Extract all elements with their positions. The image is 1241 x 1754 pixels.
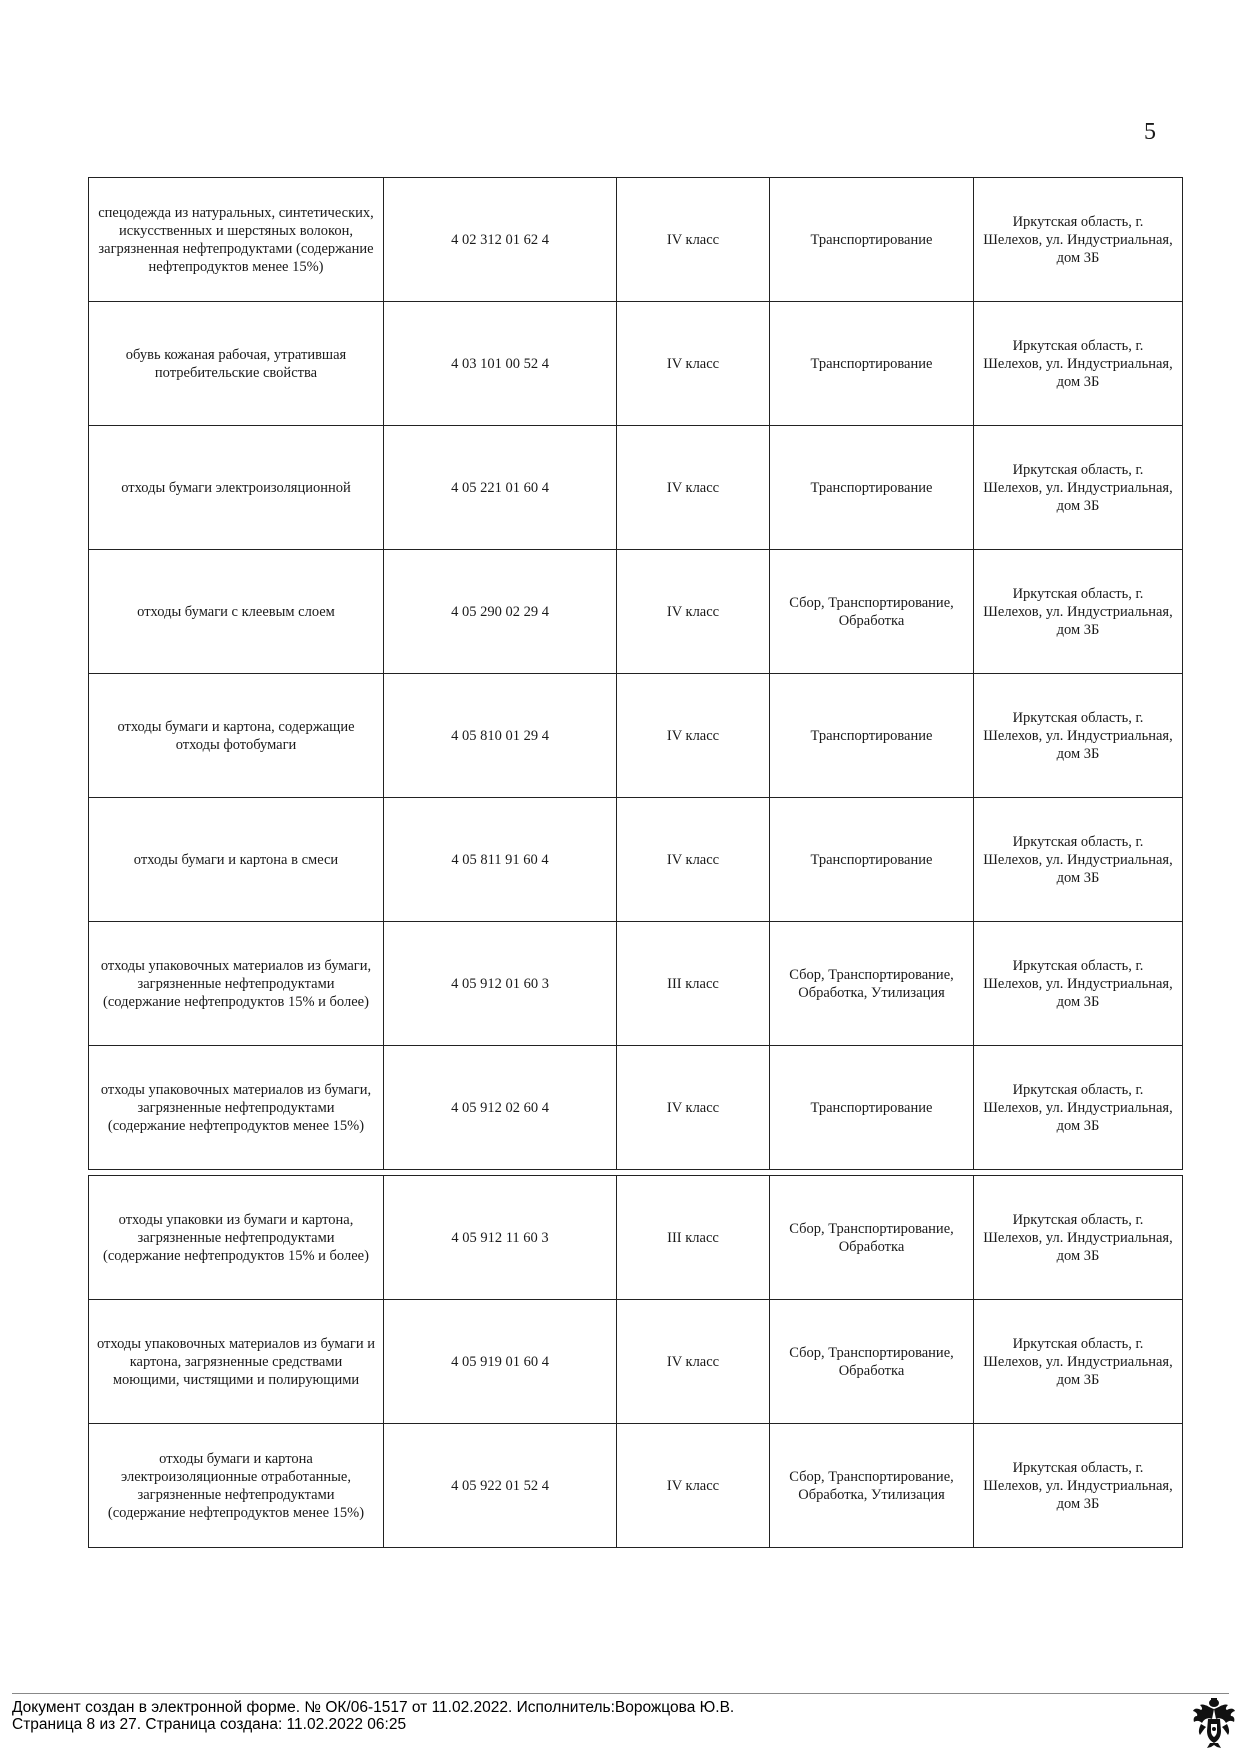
hazard-class-cell: III класс: [617, 1176, 770, 1300]
waste-name-cell: обувь кожаная рабочая, утратившая потребительские свойства: [89, 302, 384, 426]
table-row: [89, 922, 1183, 1046]
activity-type-cell: Сбор, Транспортирование, Обработка, Утилизация: [770, 1424, 974, 1548]
activity-type-cell: Сбор, Транспортирование, Обработка: [770, 550, 974, 674]
fkko-code-cell: 4 05 290 02 29 4: [384, 550, 617, 674]
fkko-code-cell: 4 05 221 01 60 4: [384, 426, 617, 550]
footer-page-info: Страница 8 из 27. Страница создана: 11.02.2022 06:25: [12, 1716, 407, 1733]
waste-name-cell: отходы упаковки из бумаги и картона, загрязненные нефтепродуктами (содержание нефтепродуктов 15% и более): [89, 1176, 384, 1300]
table-row: [89, 1424, 1183, 1548]
activity-type-cell: Сбор, Транспортирование, Обработка: [770, 1300, 974, 1424]
double-headed-eagle-emblem-icon: [1192, 1697, 1236, 1749]
fkko-code-cell: 4 05 912 01 60 3: [384, 922, 617, 1046]
waste-name-cell: спецодежда из натуральных, синтетических, искусственных и шерстяных волокон, загрязненная нефтепродуктами (содержание нефтепродуктов менее 15%): [89, 178, 384, 302]
address-cell: Иркутская область, г. Шелехов, ул. Индустриальная, дом 3Б: [974, 798, 1183, 922]
hazard-class-cell: IV класс: [617, 550, 770, 674]
table-row: [89, 798, 1183, 922]
waste-table: [88, 177, 1183, 1170]
address-cell: Иркутская область, г. Шелехов, ул. Индустриальная, дом 3Б: [974, 550, 1183, 674]
waste-name-cell: отходы бумаги и картона, содержащие отходы фотобумаги: [89, 674, 384, 798]
address-cell: Иркутская область, г. Шелехов, ул. Индустриальная, дом 3Б: [974, 1300, 1183, 1424]
fkko-code-cell: 4 05 912 02 60 4: [384, 1046, 617, 1170]
waste-name-cell: отходы бумаги и картона электроизоляционные отработанные, загрязненные нефтепродуктами (содержание нефтепродуктов менее 15%): [89, 1424, 384, 1548]
address-cell: Иркутская область, г. Шелехов, ул. Индустриальная, дом 3Б: [974, 922, 1183, 1046]
waste-name-cell: отходы упаковочных материалов из бумаги, загрязненные нефтепродуктами (содержание нефтепродуктов менее 15%): [89, 1046, 384, 1170]
activity-type-cell: Транспортирование: [770, 302, 974, 426]
waste-name-cell: отходы бумаги электроизоляционной: [89, 426, 384, 550]
table-row: [89, 674, 1183, 798]
hazard-class-cell: IV класс: [617, 798, 770, 922]
activity-type-cell: Транспортирование: [770, 798, 974, 922]
fkko-code-cell: 4 05 922 01 52 4: [384, 1424, 617, 1548]
fkko-code-cell: 4 02 312 01 62 4: [384, 178, 617, 302]
hazard-class-cell: IV класс: [617, 426, 770, 550]
waste-name-cell: отходы упаковочных материалов из бумаги и картона, загрязненные средствами моющими, чистящими и полирующими: [89, 1300, 384, 1424]
waste-name-cell: отходы упаковочных материалов из бумаги, загрязненные нефтепродуктами (содержание нефтепродуктов 15% и более): [89, 922, 384, 1046]
page-number: 5: [1144, 119, 1156, 145]
table-row: [89, 302, 1183, 426]
hazard-class-cell: IV класс: [617, 1300, 770, 1424]
table-row: [89, 1176, 1183, 1300]
hazard-class-cell: IV класс: [617, 178, 770, 302]
table-row: [89, 1046, 1183, 1170]
footer-divider: [12, 1693, 1229, 1694]
activity-type-cell: Транспортирование: [770, 178, 974, 302]
fkko-code-cell: 4 03 101 00 52 4: [384, 302, 617, 426]
fkko-code-cell: 4 05 912 11 60 3: [384, 1176, 617, 1300]
document-footer: [12, 1699, 734, 1733]
fkko-code-cell: 4 05 811 91 60 4: [384, 798, 617, 922]
hazard-class-cell: IV класс: [617, 674, 770, 798]
activity-type-cell: Сбор, Транспортирование, Обработка: [770, 1176, 974, 1300]
hazard-class-cell: IV класс: [617, 1424, 770, 1548]
address-cell: Иркутская область, г. Шелехов, ул. Индустриальная, дом 3Б: [974, 302, 1183, 426]
table-row: [89, 426, 1183, 550]
table-row: [89, 1300, 1183, 1424]
fkko-code-cell: 4 05 810 01 29 4: [384, 674, 617, 798]
table-row: [89, 550, 1183, 674]
waste-name-cell: отходы бумаги и картона в смеси: [89, 798, 384, 922]
address-cell: Иркутская область, г. Шелехов, ул. Индустриальная, дом 3Б: [974, 1176, 1183, 1300]
footer-document-info: Документ создан в электронной форме. № ОК/06-1517 от 11.02.2022. Исполнитель:Ворожцова Ю.В.: [12, 1699, 735, 1716]
activity-type-cell: Сбор, Транспортирование, Обработка, Утилизация: [770, 922, 974, 1046]
waste-name-cell: отходы бумаги с клеевым слоем: [89, 550, 384, 674]
activity-type-cell: Транспортирование: [770, 674, 974, 798]
address-cell: Иркутская область, г. Шелехов, ул. Индустриальная, дом 3Б: [974, 1424, 1183, 1548]
activity-type-cell: Транспортирование: [770, 1046, 974, 1170]
hazard-class-cell: III класс: [617, 922, 770, 1046]
address-cell: Иркутская область, г. Шелехов, ул. Индустриальная, дом 3Б: [974, 674, 1183, 798]
hazard-class-cell: IV класс: [617, 1046, 770, 1170]
activity-type-cell: Транспортирование: [770, 426, 974, 550]
address-cell: Иркутская область, г. Шелехов, ул. Индустриальная, дом 3Б: [974, 178, 1183, 302]
address-cell: Иркутская область, г. Шелехов, ул. Индустриальная, дом 3Б: [974, 426, 1183, 550]
hazard-class-cell: IV класс: [617, 302, 770, 426]
table-row: [89, 178, 1183, 302]
waste-table-continued: [88, 1175, 1183, 1548]
fkko-code-cell: 4 05 919 01 60 4: [384, 1300, 617, 1424]
address-cell: Иркутская область, г. Шелехов, ул. Индустриальная, дом 3Б: [974, 1046, 1183, 1170]
